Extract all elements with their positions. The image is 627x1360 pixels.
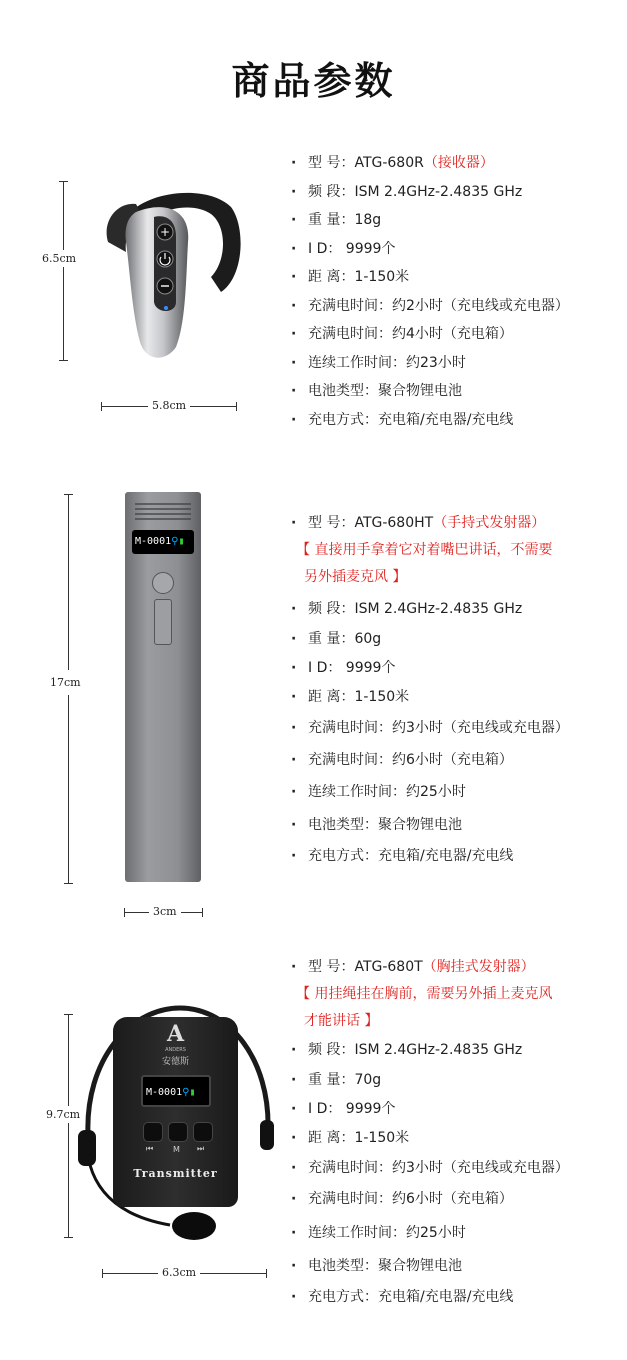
spec-id: · I D： 9999个 (291, 1101, 396, 1117)
handheld-transmitter-image (125, 492, 201, 882)
dimension-tick (124, 908, 125, 917)
brand-logo-icon: A (166, 1021, 185, 1047)
spec-charge-time-box: · 充满电时间：约6小时（充电箱） (291, 1191, 513, 1207)
spec-range: · 距 离：1-150米 (291, 269, 410, 285)
next-icon: ⏭ (197, 1144, 205, 1153)
spec-charge-method: · 充电方式：充电箱/充电器/充电线 (291, 1289, 514, 1305)
display-screen: M-0001⚲▮ (141, 1075, 211, 1107)
dimension-tick (64, 883, 73, 884)
spec-battery: · 电池类型：聚合物锂电池 (291, 383, 462, 399)
mode-button (168, 1122, 188, 1142)
spec-charge-time-cable: · 充满电时间：约2小时（充电线或充电器） (291, 298, 569, 314)
spec-weight: · 重 量：18g (291, 212, 382, 228)
spec-band: · 频 段：ISM 2.4GHz-2.4835 GHz (291, 1042, 523, 1058)
spec-id: · I D： 9999个 (291, 241, 396, 257)
spec-range: · 距 离：1-150米 (291, 689, 410, 705)
spec-battery: · 电池类型：聚合物锂电池 (291, 817, 462, 833)
spec-charge-method: · 充电方式：充电箱/充电器/充电线 (291, 412, 514, 428)
spec-range: · 距 离：1-150米 (291, 1130, 410, 1146)
usage-note-line-2: 另外插麦克风 】 (304, 569, 407, 585)
height-dimension-label: 6.5cm (42, 252, 77, 265)
next-button (193, 1122, 213, 1142)
height-dimension-label: 17cm (50, 670, 81, 695)
spec-work-time: · 连续工作时间：约25小时 (291, 1225, 466, 1241)
brand-name: ANDERS (165, 1047, 186, 1053)
spec-charge-time-box: · 充满电时间：约6小时（充电箱） (291, 752, 513, 768)
speaker-grille (135, 500, 191, 520)
spec-charge-time-cable: · 充满电时间：约3小时（充电线或充电器） (291, 1160, 569, 1176)
dimension-tick (202, 908, 203, 917)
spec-work-time: · 连续工作时间：约25小时 (291, 784, 466, 800)
prev-icon: ⏮ (146, 1144, 154, 1153)
page-title: 商品参数 (231, 59, 396, 103)
usage-note-line-1: 【 直接用手拿着它对着嘴巴讲话，不需要 (296, 542, 553, 558)
spec-work-time: · 连续工作时间：约23小时 (291, 355, 466, 371)
width-dimension-label: 5.8cm (148, 399, 190, 412)
device-label: Transmitter (133, 1167, 218, 1180)
dimension-tick (59, 181, 68, 182)
signal-icon: ⚲ (171, 536, 179, 547)
battery-icon: ▮ (189, 1087, 196, 1098)
battery-icon: ▮ (178, 536, 185, 547)
spec-weight: · 重 量：60g (291, 631, 382, 647)
bodypack-transmitter-image (113, 1017, 238, 1207)
dimension-tick (266, 1269, 267, 1278)
height-dimension-line (68, 1014, 69, 1238)
height-dimension-label: 9.7cm (46, 1108, 81, 1121)
height-dimension-line (63, 181, 64, 361)
spec-weight: · 重 量：70g (291, 1072, 382, 1088)
spec-charge-time-cable: · 充满电时间：约3小时（充电线或充电器） (291, 720, 569, 736)
spec-model: · 型 号：ATG-680R（接收器） (291, 155, 494, 171)
spec-charge-time-box: · 充满电时间：约4小时（充电箱） (291, 326, 513, 342)
svg-text:+: + (159, 225, 171, 239)
dimension-tick (64, 494, 73, 495)
usage-note-line-1: 【 用挂绳挂在胸前，需要另外插上麦克风 (296, 986, 553, 1002)
prev-button (143, 1122, 163, 1142)
volume-rocker (154, 599, 172, 645)
usage-note-line-2: 才能讲话 】 (304, 1013, 379, 1029)
spec-band: · 频 段：ISM 2.4GHz-2.4835 GHz (291, 184, 523, 200)
dimension-tick (101, 402, 102, 411)
dimension-tick (102, 1269, 103, 1278)
spec-band: · 频 段：ISM 2.4GHz-2.4835 GHz (291, 601, 523, 617)
receiver-earpiece-image (96, 182, 246, 362)
spec-battery: · 电池类型：聚合物锂电池 (291, 1258, 462, 1274)
spec-model: · 型 号：ATG-680T（胸挂式发射器） (291, 959, 535, 975)
width-dimension-label: 3cm (149, 905, 181, 918)
spec-id: · I D： 9999个 (291, 660, 396, 676)
power-button (152, 572, 174, 594)
spec-charge-method: · 充电方式：充电箱/充电器/充电线 (291, 848, 514, 864)
signal-icon: ⚲ (182, 1087, 190, 1098)
dimension-tick (236, 402, 237, 411)
display-screen: M-0001⚲▮ (132, 530, 194, 554)
dimension-tick (59, 360, 68, 361)
spec-model: · 型 号：ATG-680HT（手持式发射器） (291, 515, 546, 531)
width-dimension-label: 6.3cm (158, 1266, 200, 1279)
mode-button-label: M (173, 1145, 180, 1154)
brand-name-cn: 安德斯 (161, 1057, 189, 1067)
